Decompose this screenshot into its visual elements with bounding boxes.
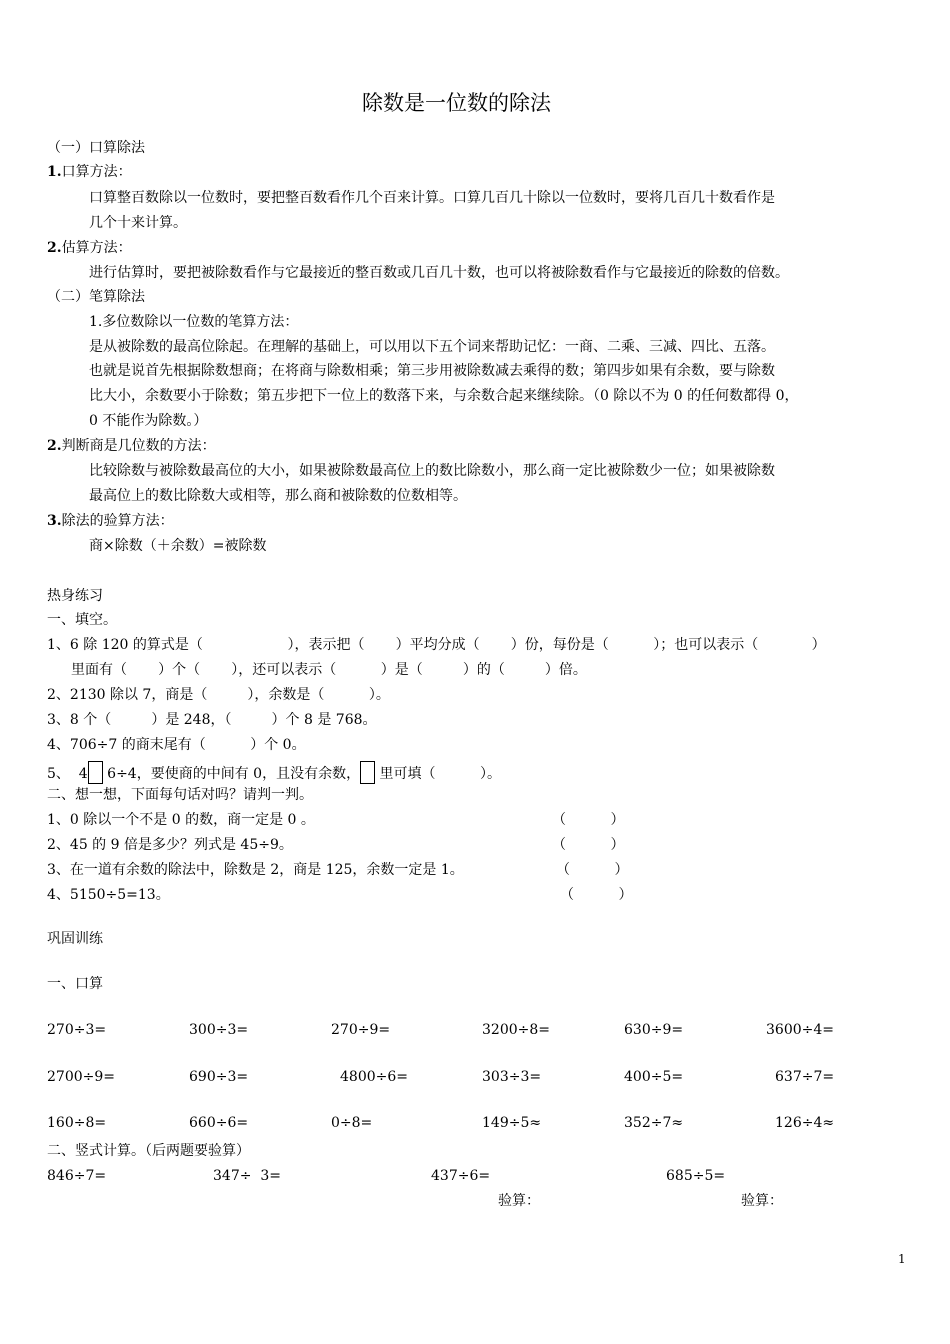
vertical-calc-heading: 二、竖式计算。（后两题要验算）	[47, 1143, 250, 1159]
consolidation-heading: 巩固训练	[47, 931, 103, 947]
check-label: 验算：	[498, 1193, 540, 1209]
oral-calc-item: 300÷3=	[189, 1022, 249, 1038]
estimate-method-number: 2.	[47, 240, 62, 256]
verification-number: 3.	[47, 513, 62, 529]
vertical-calc-item: 347÷ 3=	[213, 1168, 281, 1184]
judge-question-4: 4、5150÷5=13。	[47, 887, 170, 903]
judge-answer-blank-1: （ ）	[552, 812, 625, 828]
written-method-text-line: 也就是说首先根据除数想商；在将商与除数相乘；第三步用被除数减去乘得的数；第四步如果有余数，要与除数	[89, 363, 775, 379]
judge-heading: 二、想一想，下面每句话对吗？请判一判。	[47, 787, 313, 803]
page-number: 1	[898, 1252, 906, 1266]
written-method-text-line: 是从被除数的最高位除起。在理解的基础上，可以用以下五个词来帮助记忆：一商、二乘、三减、四比、五落。	[89, 339, 775, 355]
oral-calc-item: 0÷8=	[331, 1115, 373, 1131]
oral-calc-item: 637÷7=	[775, 1069, 835, 1085]
oral-calc-item: 2700÷9=	[47, 1069, 115, 1085]
fill-question-3: 3、8 个（ ）是 248，（ ）个 8 是 768。	[47, 712, 377, 728]
written-method-text-line: 比大小，余数要小于除数；第五步把下一位上的数落下来，与余数合起来继续除。（0 除以不为 0 的任何数都得 0，	[89, 388, 799, 404]
fill-question-5-part-b: 6÷4，要使商的中间有 0，且没有余数，	[102, 766, 361, 782]
oral-calc-item: 630÷9=	[624, 1022, 684, 1038]
judge-question-2: 2、45 的 9 倍是多少？列式是 45÷9。	[47, 837, 293, 853]
quotient-digits-heading	[47, 437, 216, 455]
oral-calc-item: 270÷3=	[47, 1022, 107, 1038]
oral-calc-item: 690÷3=	[189, 1069, 249, 1085]
oral-calc-item: 3600÷4=	[766, 1022, 834, 1038]
judge-answer-blank-4: （ ）	[560, 887, 633, 903]
fill-question-5-part-c: 里可填（ ）。	[375, 766, 502, 782]
oral-calc-item: 660÷6=	[189, 1115, 249, 1131]
vertical-calc-item: 846÷7=	[47, 1168, 107, 1184]
oral-method-text-line: 口算整百数除以一位数时，要把整百数看作几个百来计算。口算几百几十除以一位数时，要将几百几十数看作是	[89, 190, 775, 206]
judge-question-1: 1、0 除以一个不是 0 的数，商一定是 0 。	[47, 812, 315, 828]
verification-label: 除法的验算方法：	[61, 513, 174, 529]
written-method-heading: 1.多位数除以一位数的笔算方法：	[89, 314, 299, 330]
estimate-method-label: 估算方法：	[61, 240, 132, 256]
section-oral-division-heading: （一）口算除法	[47, 140, 145, 156]
quotient-digits-text-line: 比较除数与被除数最高位的大小，如果被除数最高位上的数比除数小，那么商一定比被除数少一位；如果被除数	[89, 463, 775, 479]
oral-calc-item: 303÷3=	[482, 1069, 542, 1085]
blank-box	[88, 761, 103, 784]
blank-box	[360, 761, 375, 784]
judge-question-3: 3、在一道有余数的除法中，除数是 2，商是 125，余数一定是 1。	[47, 862, 464, 878]
oral-method-text-line: 几个十来计算。	[89, 215, 187, 231]
oral-calc-item: 160÷8=	[47, 1115, 107, 1131]
quotient-digits-number: 2.	[47, 438, 62, 454]
oral-calc-item: 4800÷6=	[340, 1069, 408, 1085]
oral-calc-item: 400÷5=	[624, 1069, 684, 1085]
oral-calc-item: 126÷4≈	[775, 1115, 835, 1131]
judge-answer-blank-2: （ ）	[552, 837, 625, 853]
oral-calc-item: 270÷9=	[331, 1022, 391, 1038]
vertical-calc-item: 437÷6=	[431, 1168, 491, 1184]
fill-blank-heading: 一、填空。	[47, 612, 117, 628]
vertical-calc-item: 685÷5=	[666, 1168, 726, 1184]
fill-question-5	[47, 761, 501, 784]
quotient-digits-label: 判断商是几位数的方法：	[61, 438, 216, 454]
page-title: 除数是一位数的除法	[362, 91, 551, 115]
oral-calc-item: 149÷5≈	[482, 1115, 542, 1131]
fill-question-1-line: 1、6 除 120 的算式是（ ），表示把（ ）平均分成（ ）份，每份是（ ）；也可以表示（ ）	[47, 637, 826, 653]
fill-question-1-line: 里面有（ ）个（ ），还可以表示（ ）是（ ）的（ ）倍。	[71, 662, 587, 678]
check-label: 验算：	[741, 1193, 783, 1209]
oral-method-heading	[47, 163, 132, 181]
fill-question-2: 2、2130 除以 7，商是（ ），余数是（ ）。	[47, 687, 390, 703]
estimate-method-heading	[47, 239, 132, 257]
oral-calc-item: 352÷7≈	[624, 1115, 684, 1131]
fill-question-5-part-a: 5、 4	[47, 766, 88, 782]
section-written-division-heading: （二）笔算除法	[47, 289, 145, 305]
oral-method-label: 口算方法：	[61, 164, 132, 180]
oral-method-number: 1.	[47, 164, 62, 180]
oral-calc-heading: 一、口算	[47, 976, 103, 992]
oral-calc-item: 3200÷8=	[482, 1022, 550, 1038]
verification-heading	[47, 512, 174, 530]
written-method-text-line: 0 不能作为除数。）	[89, 413, 208, 429]
judge-answer-blank-3: （ ）	[556, 862, 629, 878]
estimate-method-text-line: 进行估算时，要把被除数看作与它最接近的整百数或几百几十数，也可以将被除数看作与它最接近的除数的倍数。	[89, 265, 789, 281]
fill-question-4: 4、706÷7 的商末尾有（ ）个 0。	[47, 737, 306, 753]
verification-formula: 商×除数（＋余数）=被除数	[89, 538, 267, 554]
warmup-heading: 热身练习	[47, 588, 103, 604]
quotient-digits-text-line: 最高位上的数比除数大或相等，那么商和被除数的位数相等。	[89, 488, 467, 504]
